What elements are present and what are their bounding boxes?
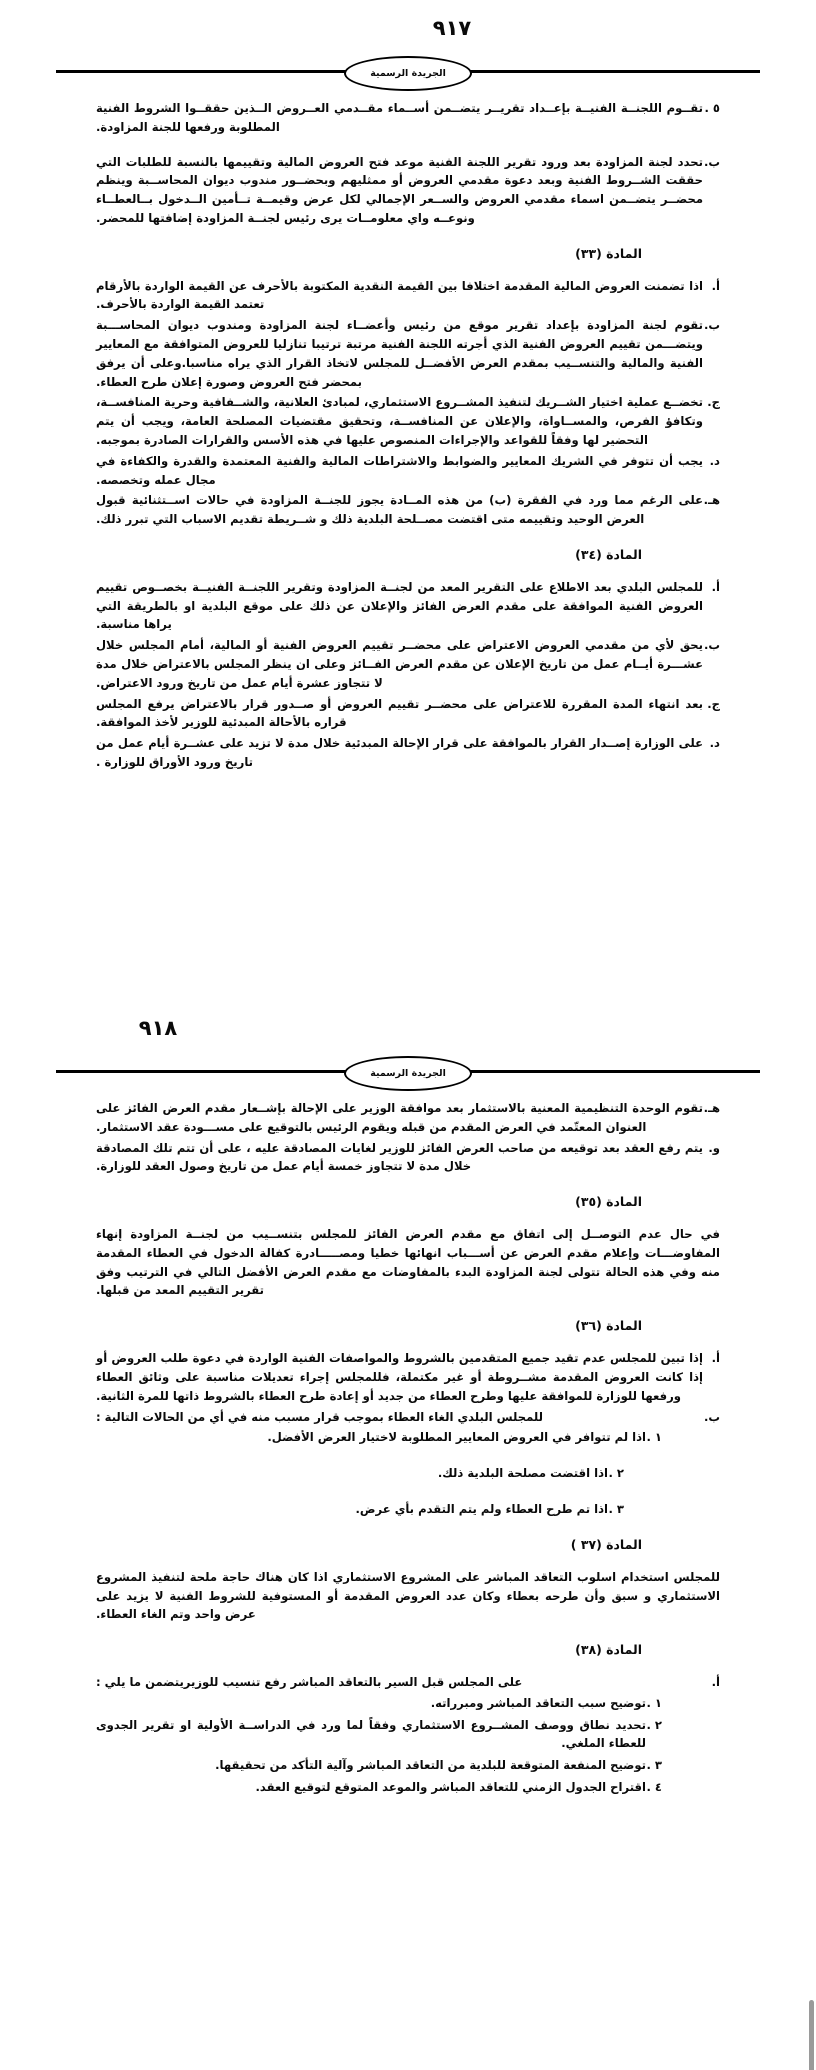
gazette-emblem-label: الجريدة الرسمية xyxy=(370,67,446,79)
clause-marker: ب. xyxy=(703,1409,720,1424)
clause-marker: و. xyxy=(708,1140,720,1155)
sub-clause-text: اذا تم طرح العطاء ولم يتم التقدم بأي عرض. xyxy=(355,1501,608,1516)
clause-marker: ب. xyxy=(703,638,720,653)
sub-clause-text: اذا لم تتوافر في العروض المعايير المطلوبة لاختيار العرض الأفضل. xyxy=(267,1430,646,1445)
clause-text: على الوزارة إصــدار القرار بالموافقة على قرار الإحالة المبدئية خلال مدة لا تزيد على عشــرة أيام عمل من تاريخ ورود الأوراق للوزارة . xyxy=(96,736,703,769)
sub-clause-marker: ٢ . xyxy=(608,1466,624,1481)
clause-text: تحدد لجنة المزاودة بعد ورود تقرير اللجنة الفنية موعد فتح العروض المالية وتقييمها بالنسبة للطلبات التي حققت الشــروط الفنية وبعد دعوة مقدمي العروض أو ممثليهم وبحضــور مندوب ديوان المحاســبة وينظم محضــر يتضــمن اسماء مقدمي العروض والســعر الإجمالي لكل عرض وقيمــة تــأمين الــدخول بــالعطــاء ونوعــه واي معلومــات يرى رئيس لجنــة المزاودة إضافتها للمحضر. xyxy=(96,154,703,225)
sub-clause-text: توضيح سبب التعاقد المباشر ومبرراته. xyxy=(430,1695,646,1710)
sub-clause-item xyxy=(96,1500,720,1519)
page-917-column xyxy=(0,99,816,772)
page-918-column xyxy=(0,1099,816,1797)
clause-item xyxy=(96,99,720,137)
sub-clause-text: توضيح المنفعة المتوقعة للبلدية من التعاقد المباشر وآلية التأكد من تحقيقها. xyxy=(215,1758,646,1773)
gazette-emblem xyxy=(344,1056,472,1091)
clause-marker: ج. xyxy=(707,395,720,410)
sub-clause-marker: ١ . xyxy=(646,1695,662,1710)
viewport-scrollbar[interactable] xyxy=(809,2000,814,2070)
clause-item xyxy=(96,1139,720,1177)
clause-text: على المجلس قبل السير بالتعاقد المباشر رفع تنسيب للوزيريتضمن ما يلي : xyxy=(96,1675,523,1690)
paragraph-spacer xyxy=(96,1450,720,1464)
paragraph-spacer xyxy=(96,139,720,153)
clause-text: تقــوم اللجنــة الفنيــة بإعــداد تقريــر يتضــمن أســماء مقــدمي العــروض الــذين حققــوا الشروط الفنية المطلوبة ورفعها للجنة المزاودة. xyxy=(96,101,703,134)
sub-clause-text: اذا اقتضت مصلحة البلدية ذلك. xyxy=(437,1466,608,1481)
clause-marker: أ. xyxy=(711,1675,720,1690)
clause-item xyxy=(96,1349,720,1405)
clause-text: تقوم لجنة المزاودة بإعداد تقرير موقع من رئيس وأعضــاء لجنة المزاودة ومندوب ديوان المحاســـبة ويتضـــمن تقييم العروض الفنية الذي أجرته اللجنة الفنية مرتبة ترتيبا تنازليا للعروض المتوافقة مع المعايير الفنية والمالية والتنســيب بمقدم العرض الأفضــل للمجلس لاتخاذ القرار الذي يراه مناسبا.وعلى أن يرفق بمحضر فتح العروض وصورة إعلان طرح العطاء. xyxy=(96,318,703,389)
clause-item xyxy=(96,1099,720,1137)
article-35-body: في حال عدم التوصــل إلى اتفاق مع مقدم العرض الفائز للمجلس بتنســيب من لجنــة المزاودة إنهاء المفاوضـــات وإعلام مقدم العرض عن أســـباب انهائها خطيا ومصـــــادرة كفالة الدخول في العطاء المقدمة منه وفي هذه الحالة تتولى لجنة المزاودة البدء بالمفاوضات مع مقدم العرض الأفضل التالي في الترتيب وفق تقرير التقييم المعد من قبلها. xyxy=(96,1227,720,1298)
article-heading-37: المادة (٣٧ ) xyxy=(570,1536,642,1552)
sub-clause-item xyxy=(96,1428,720,1447)
page-number: ٩١٨ xyxy=(138,1016,178,1040)
clause-item xyxy=(96,578,720,634)
sub-clause-text: اقتراح الجدول الزمني للتعاقد المباشر والموعد المتوقع لتوقيع العقد. xyxy=(255,1779,646,1794)
clause-text: يجب أن تتوفر في الشريك المعايير والضوابط والاشتراطات المالية والفنية المعتمدة والقدرة والكفاءة في مجال عمله وتخصصه. xyxy=(96,453,703,487)
article-heading-36: المادة (٣٦) xyxy=(575,1318,642,1334)
article-heading-33: المادة (٣٣) xyxy=(575,245,642,261)
clause-marker: أ. xyxy=(711,579,720,594)
sub-clause-marker: ٣ . xyxy=(608,1501,624,1516)
clause-text: تقوم الوحدة التنظيمية المعنية بالاستثمار بعد موافقة الوزير على الإحالة بإشــعار مقدم العرض الفائز على العنوان المعتّمد في العرض المقدم من قبله ويقوم الرئيس بالتوقيع على مســـودة عقد الاستثمار. xyxy=(96,1101,703,1134)
clause-marker: د. xyxy=(709,736,720,751)
sub-clause-item xyxy=(96,1756,720,1775)
clause-text: يحق لأي من مقدمي العروض الاعتراض على محضــر تقييم العروض الفنية أو المالية، أمام المجلس خلال عشـــرة أيــام عمل من تاريخ الإعلان عن مقدم العرض الفــائز وعلى ان ينظر المجلس بالاعتراض خلال مدة لا تتجاوز عشرة أيام عمل من تاريخ ورود الاعتراض. xyxy=(96,638,703,690)
clause-item xyxy=(96,1673,720,1692)
article-37-body: للمجلس استخدام اسلوب التعاقد المباشر على المشروع الاستثماري اذا كان هناك حاجة ملحة لتنفيذ المشروع الاستثماري و سبق وأن طرحه بعطاء وكان عدد العروض المقدمة أو المستوفية للشروط الفنية لا يزيد على عرض واحد وتم الغاء العطاء. xyxy=(96,1569,720,1622)
clause-marker: ب. xyxy=(703,318,720,333)
sub-clause-marker: ٤ . xyxy=(646,1779,662,1794)
masthead-rule xyxy=(56,56,760,86)
clause-item xyxy=(96,695,720,733)
sub-clause-item xyxy=(96,1716,720,1754)
clause-item xyxy=(96,734,720,772)
clause-text: يتم رفع العقد بعد توقيعه من صاحب العرض الفائز للوزير لغايات المصادقة عليه ، على أن تتم تلك المصادقة خلال مدة لا تتجاوز خمسة أيام عمل من تاريخ وصول العقد للوزارة. xyxy=(96,1140,703,1174)
document-page-917 xyxy=(0,0,816,1000)
clause-item xyxy=(96,491,720,529)
sub-clause-text: تحديد نطاق ووصف المشــروع الاستثماري وفقاً لما ورد في الدراســة الأولية او تقرير الجدوى للعطاء الملغي. xyxy=(96,1717,646,1751)
clause-marker: ج. xyxy=(707,696,720,711)
sub-clause-marker: ٢ . xyxy=(646,1717,662,1732)
paragraph-spacer xyxy=(96,1486,720,1500)
document-page-918 xyxy=(0,1000,816,2070)
clause-item xyxy=(96,452,720,490)
clause-text: بعد انتهاء المدة المقررة للاعتراض على محضــر تقييم العروض أو صــدور قرار بالاعتراض يرفع المجلس قراره بالأحالة المبدئية للوزير لأخذ الموافقة. xyxy=(96,696,703,730)
clause-item xyxy=(96,277,720,315)
clause-item xyxy=(96,636,720,692)
clause-marker: هـ. xyxy=(703,1101,720,1115)
clause-item xyxy=(96,153,720,228)
page-number: ٩١٧ xyxy=(432,16,472,40)
sub-clause-item xyxy=(96,1464,720,1483)
clause-text: للمجلس البلدي بعد الاطلاع على التقرير المعد من لجنــة المزاودة وتقرير اللجنــة الفنيــة بخصــوص تقييم العروض الفنية الموافقة على مقدم العرض الفائز والإعلان عن ذلك على موقع البلدية او بالطريقة التي يراها مناسبة. xyxy=(96,579,703,632)
clause-marker: هـ. xyxy=(703,493,720,508)
clause-text: للمجلس البلدي الغاء العطاء بموجب قرار مسبب منه في أي من الحالات التالية : xyxy=(96,1409,543,1424)
clause-marker: ٥ . xyxy=(704,101,720,115)
clause-item xyxy=(96,316,720,391)
gazette-emblem-label: الجريدة الرسمية xyxy=(370,1067,446,1079)
gazette-emblem xyxy=(344,56,472,91)
article-heading-34: المادة (٣٤) xyxy=(575,546,642,562)
clause-text: إذا تبين للمجلس عدم تقيد جميع المتقدمين بالشروط والمواصفات الفنية الواردة في دعوة طلب العروض أو إذا كانت العروض المقدمة مشــروطة أو غير مكتملة، فللمجلس إجراء تعديلات مناسبة على وثائق العطاء ورفعها للوزارة للموافقة عليها وطرح العطاء من جديد أو إعادة طرح العطاء بالشروط ذاتها للمرة الثانية. xyxy=(96,1351,703,1403)
masthead-rule xyxy=(56,1056,760,1086)
page-masthead xyxy=(0,0,816,86)
sub-clause-item xyxy=(96,1778,720,1797)
clause-item xyxy=(96,393,720,449)
article-heading-35: المادة (٣٥) xyxy=(575,1194,642,1210)
sub-clause-marker: ٣ . xyxy=(646,1758,662,1773)
clause-text: على الرغم مما ورد في الفقرة (ب) من هذه المــادة يجوز للجنــة المزاودة في حالات اســتثنائية قبول العرض الوحيد وتقييمه متى اقتضت مصــلحة البلدية ذلك و شــريطة تقديم الاسباب التي تبرر ذلك. xyxy=(96,493,703,527)
clause-marker: أ. xyxy=(711,278,720,293)
page-masthead xyxy=(0,1000,816,1086)
sub-clause-item xyxy=(96,1694,720,1713)
clause-marker: ب. xyxy=(703,154,720,169)
clause-item xyxy=(96,1408,720,1427)
clause-text: اذا تضمنت العروض المالية المقدمة اختلافا بين القيمة النقدية المكتوبة بالأحرف عن القيمة الواردة بالأرقام تعتمد القيمة الواردة بالأحرف. xyxy=(96,278,703,312)
clause-marker: أ. xyxy=(711,1351,720,1366)
article-heading-38: المادة (٣٨) xyxy=(575,1642,642,1658)
clause-text: تخضــع عملية اختيار الشــريك لتنفيذ المشــروع الاستثماري، لمبادئ العلانية، والشــفافية وحرية المنافســة، وتكافؤ الفرص، والمســاواة، والإعلان عن المنافســة، وتحقيق مقتضيات المصلحة العامة، ويجب أن يتم التحضير لها وفقاً للقواعد والإجراءات المنصوص عليها في هذه الأسس والقرارات الصادرة بموجبه. xyxy=(96,395,703,447)
sub-clause-marker: ١ . xyxy=(646,1430,662,1445)
clause-marker: د. xyxy=(709,453,720,468)
